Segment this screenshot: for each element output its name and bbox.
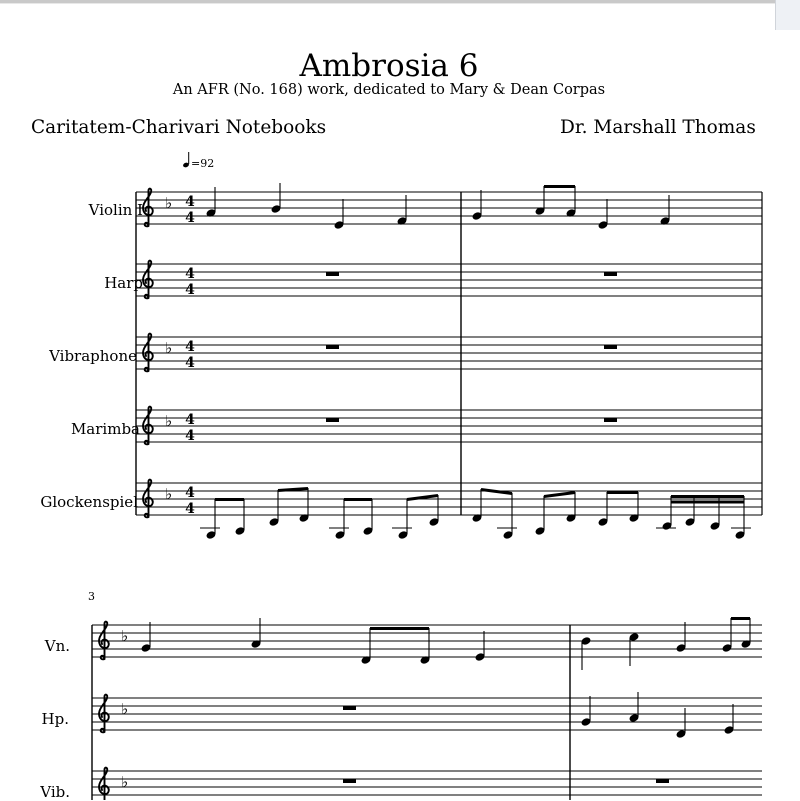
system2-staves: [92, 625, 762, 800]
score-title: Ambrosia 6: [299, 48, 479, 84]
staff-hp: [92, 698, 762, 730]
system1-staves: [136, 192, 762, 515]
svg-text:♭: ♭: [121, 627, 129, 645]
glockenspiel-notes-m1: [200, 488, 440, 540]
svg-text:♭: ♭: [165, 194, 173, 212]
svg-text:4: 4: [185, 355, 195, 371]
whole-rests-system1: [326, 272, 617, 422]
tempo-mark: [182, 152, 214, 170]
hp-notes-m4: [580, 692, 734, 739]
staff-harp: [136, 264, 762, 296]
instrument-label-glockenspiel: Glockenspiel: [40, 493, 138, 511]
svg-text:4: 4: [185, 501, 195, 517]
score-subtitle: An AFR (No. 168) work, dedicated to Mary & Dean Corpas: [172, 82, 606, 98]
instrument-label-harp: Harp: [104, 274, 143, 292]
instrument-label-violin: Violin I: [88, 201, 143, 219]
hp-rest-m3: [343, 706, 356, 710]
violin-notes-m1: [205, 183, 407, 230]
svg-text:♭: ♭: [165, 339, 173, 357]
svg-text:4: 4: [185, 210, 195, 226]
key-signatures-system2: [121, 627, 128, 791]
svg-text:4: 4: [185, 339, 195, 355]
svg-text:4: 4: [185, 282, 195, 298]
vn-notes-m4: [580, 618, 751, 670]
svg-text:4: 4: [185, 266, 195, 282]
svg-text:=92: =92: [191, 157, 215, 170]
key-signatures-system1: [165, 194, 172, 503]
staff-vibraphone: [136, 337, 762, 369]
glockenspiel-notes-m2: [471, 489, 751, 540]
svg-text:4: 4: [185, 194, 195, 210]
time-signatures: [185, 194, 195, 517]
svg-text:4: 4: [185, 485, 195, 501]
publisher-name: Caritatem-Charivari Notebooks: [31, 117, 327, 138]
vib-rests-system2: [343, 779, 669, 783]
staff-marimba: [136, 410, 762, 442]
instrument-label-vib: Vib.: [40, 783, 70, 801]
svg-text:♭: ♭: [121, 700, 129, 718]
svg-text:♭: ♭: [165, 412, 173, 430]
clefs-system2: [99, 622, 109, 800]
composer-name: Dr. Marshall Thomas: [560, 117, 756, 138]
measure-number: 3: [88, 590, 95, 603]
svg-text:4: 4: [185, 428, 195, 444]
svg-text:♭: ♭: [121, 773, 129, 791]
instrument-label-vibraphone: Vibraphone: [49, 347, 137, 365]
instrument-label-vn: Vn.: [44, 637, 70, 655]
svg-text:♭: ♭: [165, 485, 173, 503]
instrument-label-marimba: Marimba: [70, 420, 140, 438]
svg-text:4: 4: [185, 412, 195, 428]
instrument-label-hp: Hp.: [41, 710, 69, 728]
